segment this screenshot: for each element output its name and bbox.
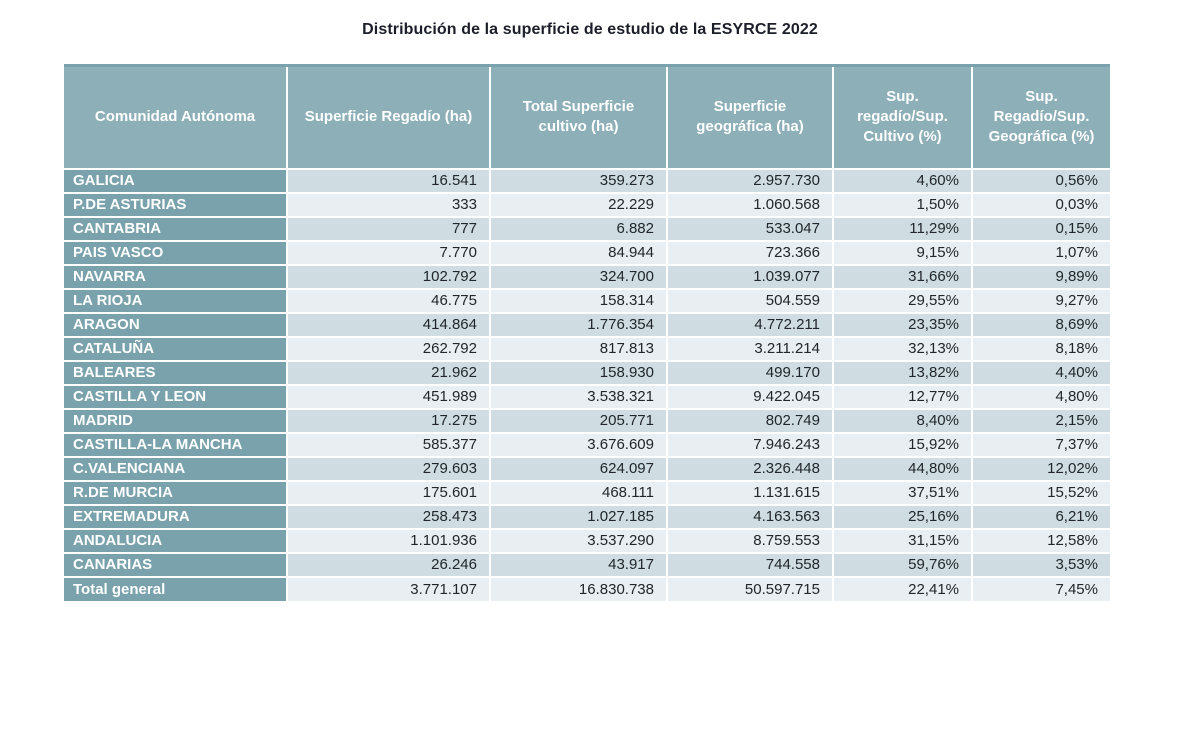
value-cell: 1.101.936 [287, 529, 490, 553]
table-row [64, 385, 1110, 409]
value-cell: 2,15% [972, 409, 1110, 433]
region-label: C.VALENCIANA [64, 457, 287, 481]
col-header-superficie-geografica: Superficie geográfica (ha) [667, 66, 833, 169]
region-label: BALEARES [64, 361, 287, 385]
value-cell: 4,40% [972, 361, 1110, 385]
value-cell: 624.097 [490, 457, 667, 481]
value-cell: 44,80% [833, 457, 972, 481]
value-cell: 4.772.211 [667, 313, 833, 337]
table-row [64, 457, 1110, 481]
value-cell: 4.163.563 [667, 505, 833, 529]
value-cell: 3.538.321 [490, 385, 667, 409]
table-row [64, 505, 1110, 529]
value-cell: 9.422.045 [667, 385, 833, 409]
value-cell: 1.039.077 [667, 265, 833, 289]
region-label: MADRID [64, 409, 287, 433]
value-cell: 468.111 [490, 481, 667, 505]
table-row [64, 169, 1110, 193]
value-cell: 585.377 [287, 433, 490, 457]
value-cell: 12,77% [833, 385, 972, 409]
table-header [64, 66, 1110, 169]
value-cell: 4,60% [833, 169, 972, 193]
table-row [64, 553, 1110, 577]
value-cell: 59,76% [833, 553, 972, 577]
header-row [64, 66, 1110, 169]
value-cell: 1.776.354 [490, 313, 667, 337]
value-cell: 16.830.738 [490, 577, 667, 601]
region-label: CATALUÑA [64, 337, 287, 361]
value-cell: 7,37% [972, 433, 1110, 457]
table-row [64, 265, 1110, 289]
page-title: Distribución de la superficie de estudio de la ESYRCE 2022 [362, 21, 818, 38]
value-cell: 258.473 [287, 505, 490, 529]
region-label: PAIS VASCO [64, 241, 287, 265]
value-cell: 279.603 [287, 457, 490, 481]
value-cell: 158.314 [490, 289, 667, 313]
value-cell: 3.676.609 [490, 433, 667, 457]
table-row [64, 529, 1110, 553]
value-cell: 15,92% [833, 433, 972, 457]
table-row [64, 337, 1110, 361]
table-container [64, 64, 1110, 601]
value-cell: 205.771 [490, 409, 667, 433]
value-cell: 499.170 [667, 361, 833, 385]
region-label: NAVARRA [64, 265, 287, 289]
value-cell: 6.882 [490, 217, 667, 241]
value-cell: 777 [287, 217, 490, 241]
value-cell: 0,15% [972, 217, 1110, 241]
value-cell: 11,29% [833, 217, 972, 241]
region-label: CASTILLA-LA MANCHA [64, 433, 287, 457]
value-cell: 43.917 [490, 553, 667, 577]
value-cell: 1,07% [972, 241, 1110, 265]
value-cell: 817.813 [490, 337, 667, 361]
value-cell: 9,27% [972, 289, 1110, 313]
region-label: R.DE MURCIA [64, 481, 287, 505]
value-cell: 102.792 [287, 265, 490, 289]
value-cell: 16.541 [287, 169, 490, 193]
value-cell: 32,13% [833, 337, 972, 361]
total-row [64, 577, 1110, 601]
value-cell: 9,15% [833, 241, 972, 265]
col-header-comunidad-autonoma: Comunidad Autónoma [64, 66, 287, 169]
value-cell: 7,45% [972, 577, 1110, 601]
table-row [64, 313, 1110, 337]
value-cell: 4,80% [972, 385, 1110, 409]
table-row [64, 361, 1110, 385]
value-cell: 8,40% [833, 409, 972, 433]
value-cell: 744.558 [667, 553, 833, 577]
value-cell: 0,03% [972, 193, 1110, 217]
value-cell: 8,18% [972, 337, 1110, 361]
value-cell: 1,50% [833, 193, 972, 217]
value-cell: 175.601 [287, 481, 490, 505]
value-cell: 17.275 [287, 409, 490, 433]
value-cell: 22,41% [833, 577, 972, 601]
value-cell: 324.700 [490, 265, 667, 289]
region-label: CANTABRIA [64, 217, 287, 241]
value-cell: 15,52% [972, 481, 1110, 505]
value-cell: 8,69% [972, 313, 1110, 337]
value-cell: 1.027.185 [490, 505, 667, 529]
table-row [64, 289, 1110, 313]
region-label: GALICIA [64, 169, 287, 193]
table-body [64, 169, 1110, 601]
col-header-total-superficie-cultivo: Total Superficie cultivo (ha) [490, 66, 667, 169]
value-cell: 7.770 [287, 241, 490, 265]
value-cell: 37,51% [833, 481, 972, 505]
value-cell: 3,53% [972, 553, 1110, 577]
value-cell: 25,16% [833, 505, 972, 529]
col-header-superficie-regadio: Superficie Regadío (ha) [287, 66, 490, 169]
region-label: CANARIAS [64, 553, 287, 577]
table-row [64, 217, 1110, 241]
value-cell: 2.957.730 [667, 169, 833, 193]
total-label: Total general [64, 577, 287, 601]
value-cell: 0,56% [972, 169, 1110, 193]
value-cell: 333 [287, 193, 490, 217]
value-cell: 7.946.243 [667, 433, 833, 457]
table-row [64, 481, 1110, 505]
value-cell: 3.771.107 [287, 577, 490, 601]
value-cell: 802.749 [667, 409, 833, 433]
value-cell: 6,21% [972, 505, 1110, 529]
value-cell: 13,82% [833, 361, 972, 385]
col-header-sup-regadio-cultivo-pct: Sup. regadío/Sup. Cultivo (%) [833, 66, 972, 169]
col-header-sup-regadio-geografica-pct: Sup. Regadío/Sup. Geográfica (%) [972, 66, 1110, 169]
value-cell: 3.211.214 [667, 337, 833, 361]
value-cell: 723.366 [667, 241, 833, 265]
value-cell: 29,55% [833, 289, 972, 313]
region-label: CASTILLA Y LEON [64, 385, 287, 409]
table-row [64, 193, 1110, 217]
value-cell: 50.597.715 [667, 577, 833, 601]
value-cell: 1.060.568 [667, 193, 833, 217]
value-cell: 8.759.553 [667, 529, 833, 553]
value-cell: 262.792 [287, 337, 490, 361]
value-cell: 21.962 [287, 361, 490, 385]
region-label: ANDALUCIA [64, 529, 287, 553]
table-row [64, 409, 1110, 433]
region-label: ARAGON [64, 313, 287, 337]
esyrce-distribution-table [64, 64, 1110, 601]
value-cell: 414.864 [287, 313, 490, 337]
value-cell: 504.559 [667, 289, 833, 313]
value-cell: 1.131.615 [667, 481, 833, 505]
value-cell: 84.944 [490, 241, 667, 265]
value-cell: 2.326.448 [667, 457, 833, 481]
value-cell: 22.229 [490, 193, 667, 217]
region-label: LA RIOJA [64, 289, 287, 313]
value-cell: 9,89% [972, 265, 1110, 289]
value-cell: 359.273 [490, 169, 667, 193]
table-row [64, 433, 1110, 457]
region-label: P.DE ASTURIAS [64, 193, 287, 217]
value-cell: 3.537.290 [490, 529, 667, 553]
value-cell: 451.989 [287, 385, 490, 409]
value-cell: 12,02% [972, 457, 1110, 481]
value-cell: 26.246 [287, 553, 490, 577]
value-cell: 31,15% [833, 529, 972, 553]
value-cell: 533.047 [667, 217, 833, 241]
table-row [64, 241, 1110, 265]
value-cell: 31,66% [833, 265, 972, 289]
value-cell: 12,58% [972, 529, 1110, 553]
value-cell: 23,35% [833, 313, 972, 337]
value-cell: 158.930 [490, 361, 667, 385]
region-label: EXTREMADURA [64, 505, 287, 529]
value-cell: 46.775 [287, 289, 490, 313]
